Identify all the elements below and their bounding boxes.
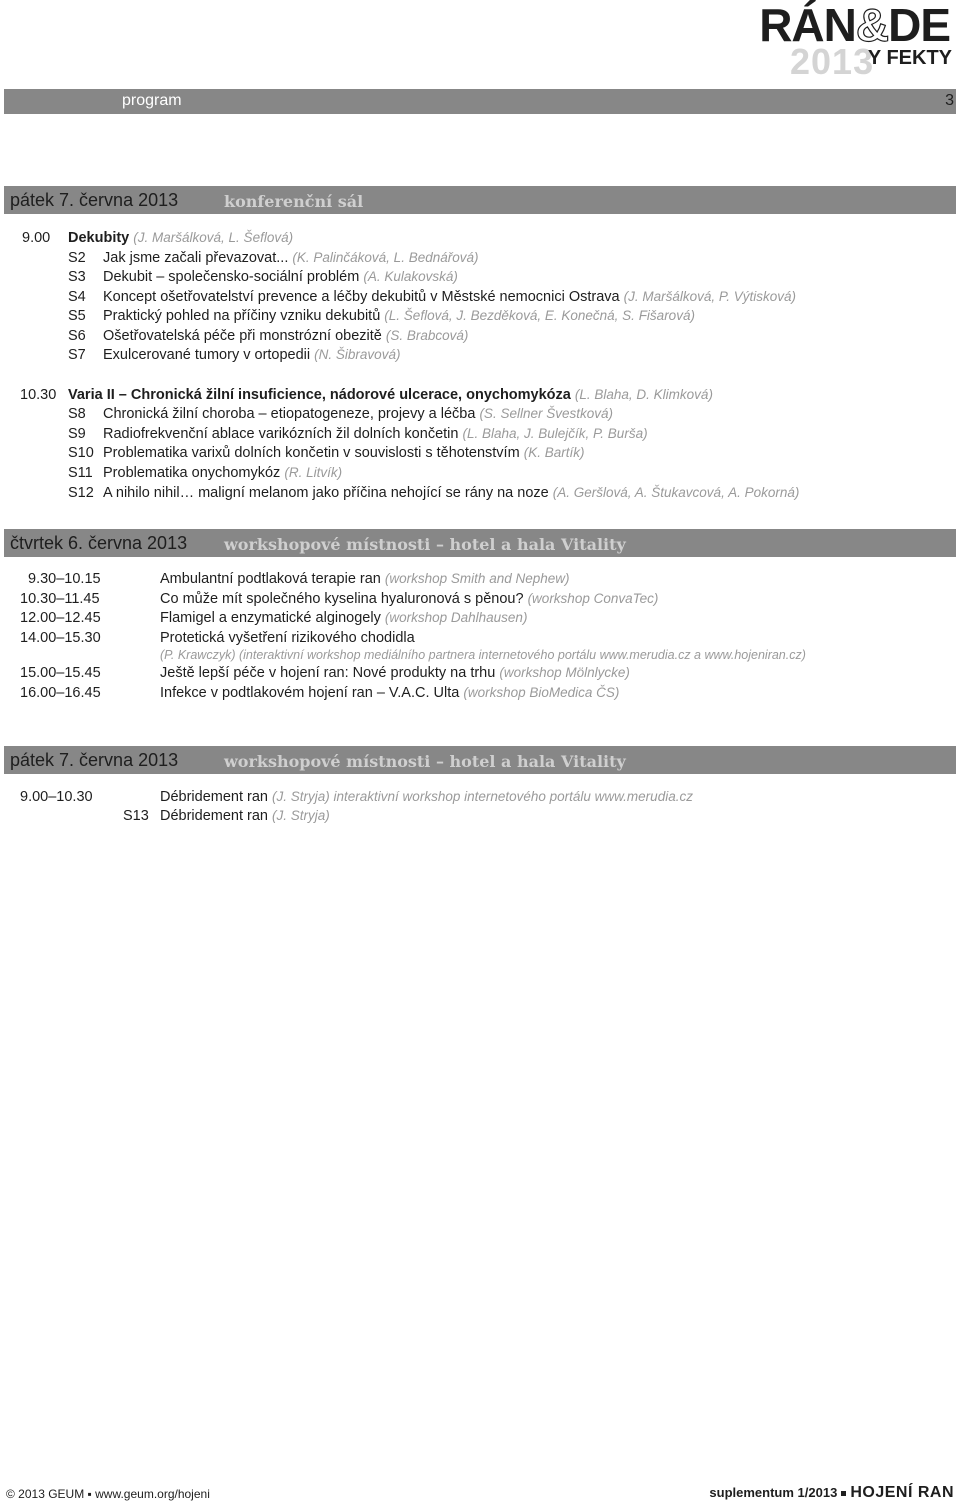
talk-code: S7 (68, 347, 86, 363)
workshop-entry: Ještě lepší péče v hojení ran: Nové produkty na trhu (workshop Mölnlycke) (160, 665, 630, 681)
workshop-time: 14.00–15.30 (20, 630, 101, 646)
workshop-time: 10.30–11.45 (20, 591, 100, 607)
talk-code: S5 (68, 308, 86, 324)
session-heading: Dekubity (J. Maršálková, L. Šeflová) (68, 230, 294, 246)
talk-code: S12 (68, 485, 94, 501)
talk-code: S8 (68, 406, 86, 422)
workshop-time: 16.00–16.45 (20, 685, 101, 701)
talk-entry: Jak jsme začali převazovat... (K. Palinčáková, L. Bednářová) (103, 250, 479, 266)
page-number: 3 (945, 92, 954, 109)
day-date: pátek 7. června 2013 (10, 750, 179, 770)
day-venue: konferenční sál (224, 192, 364, 211)
day-header-3 (4, 746, 956, 774)
talk-code: S10 (68, 445, 94, 461)
talk-code: S2 (68, 250, 86, 266)
talk-entry: Koncept ošetřovatelství prevence a léčby dekubitů v Městské nemocnici Ostrava (J. Maršálková, P. Výtisková) (103, 289, 796, 305)
workshop-entry: Protetická vyšetření rizikového chodidla (160, 630, 415, 646)
footer-publication: suplementum 1/2013 HOJENÍ RAN (709, 1484, 954, 1501)
logo-subtitle: Y FEKTY (867, 47, 952, 69)
talk-entry: Chronická žilní choroba – etiopatogeneze, projevy a léčba (S. Sellner Švestková) (103, 406, 613, 422)
session-time: 9.00 (22, 230, 51, 246)
workshop-entry: Ambulantní podtlaková terapie ran (workshop Smith and Nephew) (160, 571, 570, 587)
event-logo (759, 0, 956, 82)
talk-entry: Ošetřovatelská péče při monstrózní obezitě (S. Brabcová) (103, 328, 469, 344)
talk-entry: Problematika onychomykóz (R. Litvík) (103, 465, 343, 481)
section-title: program (122, 92, 182, 109)
workshop-entry: Co může mít společného kyselina hyaluronová s pěnou? (workshop ConvaTec) (160, 591, 659, 607)
talk-code: S3 (68, 269, 86, 285)
day-venue: workshopové místnosti – hotel a hala Vitality (224, 535, 626, 554)
day-venue: workshopové místnosti – hotel a hala Vitality (224, 752, 626, 771)
talk-code: S11 (68, 465, 93, 481)
workshop-note: (P. Krawczyk) (interaktivní workshop mediálního partnera internetového portálu www.merudia.cz a www.hojeniran.cz) (160, 648, 806, 662)
footer-copyright: © 2013 GEUM ▪ www.geum.org/hojeni (6, 1487, 210, 1501)
talk-entry: Dekubit – společensko-sociální problém (A. Kulakovská) (103, 269, 458, 285)
workshop-time: 9.30–10.15 (28, 571, 101, 587)
logo-year: 2013 (790, 41, 875, 82)
workshop-entry: Infekce v podtlakovém hojení ran – V.A.C. Ulta (workshop BioMedica ČS) (160, 685, 620, 701)
workshop-entry: Flamigel a enzymatické alginogely (workshop Dahlhausen) (160, 610, 528, 626)
day-date: pátek 7. června 2013 (10, 190, 179, 210)
talk-entry: A nihilo nihil… maligní melanom jako příčina nehojící se rány na noze (A. Geršlová, A. Štukavcová, A. Pokorná) (103, 485, 800, 501)
talk-code: S9 (68, 426, 86, 442)
talk-entry: Radiofrekvenční ablace varikózních žil dolních končetin (L. Blaha, J. Bulejčík, P. Burša) (103, 426, 648, 442)
workshop-time: 15.00–15.45 (20, 665, 101, 681)
session-time: 10.30 (20, 387, 57, 403)
talk-entry: Exulcerované tumory v ortopedii (N. Šibravová) (103, 347, 401, 363)
workshop-time: 9.00–10.30 (20, 789, 93, 805)
logo-title: RÁN&DE (759, 0, 950, 51)
day-header-2 (4, 529, 956, 557)
talk-code: S6 (68, 328, 86, 344)
talk-entry: Problematika varixů dolních končetin v souvislosti s těhotenstvím (K. Bartík) (103, 445, 585, 461)
workshop-entry: Débridement ran (J. Stryja) interaktivní workshop internetového portálu www.merudia.cz (160, 789, 693, 805)
workshop-time: 12.00–12.45 (20, 610, 101, 626)
talk-code: S13 (123, 808, 149, 824)
day-date: čtvrtek 6. června 2013 (10, 533, 188, 553)
workshop-entry: Débridement ran (J. Stryja) (160, 808, 330, 824)
talk-entry: Praktický pohled na příčiny vzniku dekubitů (L. Šeflová, J. Bezděková, E. Konečná, S. Fišarová) (103, 308, 695, 324)
talk-code: S4 (68, 289, 86, 305)
session-heading: Varia II – Chronická žilní insuficience, nádorové ulcerace, onychomykóza (L. Blaha, D. Klimková) (68, 387, 713, 403)
section-header-bar (4, 89, 956, 114)
day-header-1 (4, 186, 956, 214)
